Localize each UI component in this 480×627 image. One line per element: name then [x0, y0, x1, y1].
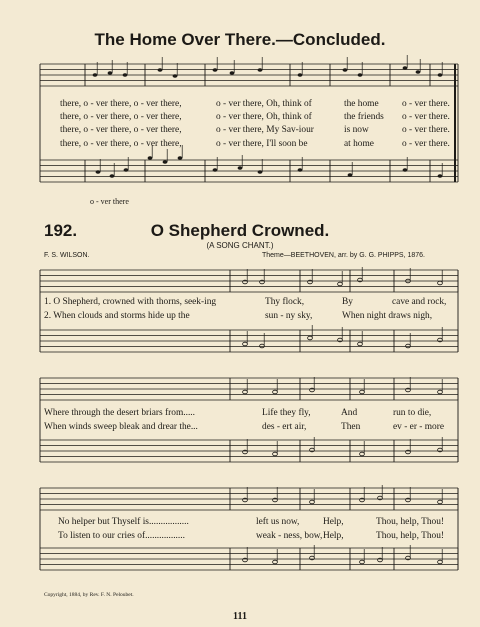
verse3-line-2-part-3: Help, — [323, 531, 344, 541]
verse1-line-1-part-2: Thy flock, — [265, 297, 305, 307]
hymn-number: 192. — [44, 221, 78, 240]
top-lyric-line-3-part-4: o - ver there. — [402, 125, 450, 136]
verse3-line-1-part-1: No helper but Thyself is................. — [58, 517, 189, 527]
verse3-line-2-part-4: Thou, help, Thou! — [376, 531, 445, 541]
verse1-line-1-part-1: 1. O Shepherd, crowned with thorns, seek-ing — [44, 297, 217, 307]
verse2-line-2-part-1: When winds sweep bleak and drear the... — [44, 422, 198, 432]
top-lyric-line-2-part-3: the friends — [344, 112, 384, 123]
verse3-line-1-part-3: Help, — [323, 517, 344, 527]
verse3-line-1-part-4: Thou, help, Thou! — [376, 517, 445, 527]
verse2-line-1-part-1: Where through the desert briars from..... — [44, 408, 195, 418]
verse3-line-1-part-2: left us now, — [256, 517, 300, 527]
verse2-line-1-part-2: Life they fly, — [262, 408, 311, 418]
verse2-line-1-part-3: And — [341, 408, 358, 418]
verse2-line-2-part-3: Then — [341, 422, 361, 432]
top-lyric-line-2-part-2: o - ver there, Oh, think of — [216, 112, 312, 123]
verse1-line-1-part-3: By — [342, 297, 353, 307]
top-lyric-line-4-part-1: there, o - ver there, o - ver there, — [60, 138, 182, 149]
verse1-line-1-part-4: cave and rock, — [392, 297, 447, 307]
page-number: 111 — [233, 611, 247, 622]
top-lyric-line-4-part-2: o - ver there, I'll soon be — [216, 138, 308, 149]
verse1-line-2-part-2: sun - ny sky, — [265, 311, 313, 321]
verse3-line-2-part-1: To listen to our cries of................. — [58, 531, 185, 541]
composer-credit: Theme—BEETHOVEN, arr. by G. G. PHIPPS, 1876. — [262, 252, 425, 259]
verse2-line-2-part-2: des - ert air, — [262, 422, 307, 432]
author-credit: F. S. WILSON. — [44, 252, 90, 259]
hymn-subtitle: (A SONG CHANT.) — [206, 241, 274, 250]
top-lyric-line-3-part-3: is now — [344, 125, 369, 136]
top-lyric-line-3-part-2: o - ver there, My Sav-iour — [216, 125, 314, 136]
top-lyric-line-1-part-4: o - ver there. — [402, 99, 450, 109]
verse3-line-2-part-2: weak - ness, bow, — [256, 531, 323, 541]
top-lyric-line-2-part-4: o - ver there. — [402, 112, 450, 123]
top-lyric-line-1-part-2: o - ver there, Oh, think of — [216, 99, 312, 109]
verse2-line-2-part-4: ev - er - more — [393, 422, 445, 432]
verse2-line-1-part-4: run to die, — [393, 408, 432, 418]
verse1-line-2-part-1: 2. When clouds and storms hide up the — [44, 311, 190, 321]
copyright-notice: Copyright, 1884, by Rev. F. N. Peloubet. — [44, 592, 134, 598]
top-lyric-line-1-part-1: there, o - ver there, o - ver there, — [60, 99, 182, 109]
bass-lyric: o - ver there — [90, 197, 129, 206]
verse1-line-2-part-3: When night draws nigh, — [342, 311, 433, 321]
page-title: The Home Over There.—Concluded. — [94, 30, 386, 49]
hymn-title: O Shepherd Crowned. — [150, 221, 330, 240]
top-lyric-line-2-part-1: there, o - ver there, o - ver there, — [60, 112, 182, 123]
top-lyric-line-3-part-1: there, o - ver there, o - ver there, — [60, 125, 182, 136]
top-lyric-line-1-part-3: the home — [344, 99, 379, 109]
top-lyric-line-4-part-4: o - ver there. — [402, 138, 450, 149]
top-lyric-line-4-part-3: at home — [344, 138, 374, 149]
